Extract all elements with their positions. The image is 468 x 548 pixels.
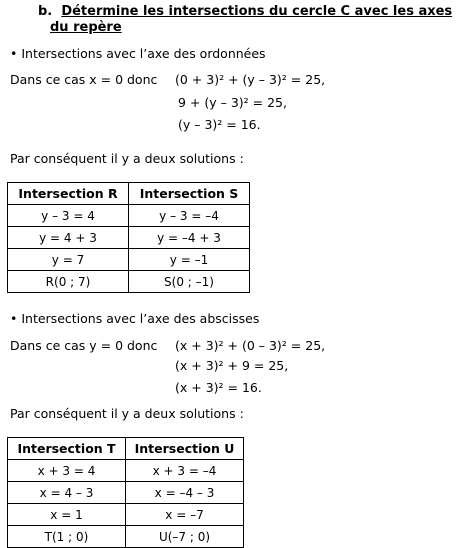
heading-line2: du repère — [50, 20, 122, 35]
table-cell: y = 7 — [8, 249, 129, 271]
abscisses-eq3: (x + 3)² = 16. — [175, 380, 262, 395]
exercise-heading — [38, 4, 452, 20]
table-row — [8, 460, 244, 482]
table-row — [8, 227, 250, 249]
table-row — [8, 482, 244, 504]
table-cell: x = 4 – 3 — [8, 482, 126, 504]
abscisses-eq1: (x + 3)² + (0 – 3)² = 25, — [175, 338, 326, 353]
table-cell: U(–7 ; 0) — [126, 526, 244, 548]
table-row — [8, 271, 250, 293]
table-cell: y = 4 + 3 — [8, 227, 129, 249]
ordonnees-conclusion: Par conséquent il y a deux solutions : — [10, 151, 244, 166]
table-header: Intersection U — [126, 438, 244, 460]
table-cell: y = –4 + 3 — [129, 227, 250, 249]
table-cell: x + 3 = 4 — [8, 460, 126, 482]
abscisses-table — [7, 437, 244, 548]
ordonnees-table — [7, 182, 250, 293]
table-row — [8, 526, 244, 548]
table-cell: x = 1 — [8, 504, 126, 526]
ordonnees-eq2: 9 + (y – 3)² = 25, — [178, 95, 287, 110]
table-cell: x = –4 – 3 — [126, 482, 244, 504]
table-row — [8, 249, 250, 271]
ordonnees-eq3: (y – 3)² = 16. — [178, 117, 261, 132]
abscisses-conclusion: Par conséquent il y a deux solutions : — [10, 406, 244, 421]
table-cell: x + 3 = –4 — [126, 460, 244, 482]
table-cell: T(1 ; 0) — [8, 526, 126, 548]
section-abscisses-title: • Intersections avec l’axe des abscisses — [10, 311, 260, 326]
table-cell: y – 3 = 4 — [8, 205, 129, 227]
section-ordonnees-title: • Intersections avec l’axe des ordonnées — [10, 46, 266, 61]
ordonnees-intro: Dans ce cas x = 0 donc — [10, 72, 158, 87]
table-header: Intersection R — [8, 183, 129, 205]
abscisses-eq2: (x + 3)² + 9 = 25, — [175, 358, 289, 373]
heading-label: b. — [38, 4, 53, 19]
table-cell: R(0 ; 7) — [8, 271, 129, 293]
table-row — [8, 504, 244, 526]
table-header: Intersection S — [129, 183, 250, 205]
ordonnees-eq1: (0 + 3)² + (y – 3)² = 25, — [175, 72, 326, 87]
table-row — [8, 205, 250, 227]
table-cell: x = –7 — [126, 504, 244, 526]
abscisses-intro: Dans ce cas y = 0 donc — [10, 338, 158, 353]
heading-line1: Détermine les intersections du cercle C avec les axes — [61, 4, 453, 19]
table-cell: y = –1 — [129, 249, 250, 271]
table-cell: S(0 ; –1) — [129, 271, 250, 293]
table-header: Intersection T — [8, 438, 126, 460]
table-cell: y – 3 = –4 — [129, 205, 250, 227]
